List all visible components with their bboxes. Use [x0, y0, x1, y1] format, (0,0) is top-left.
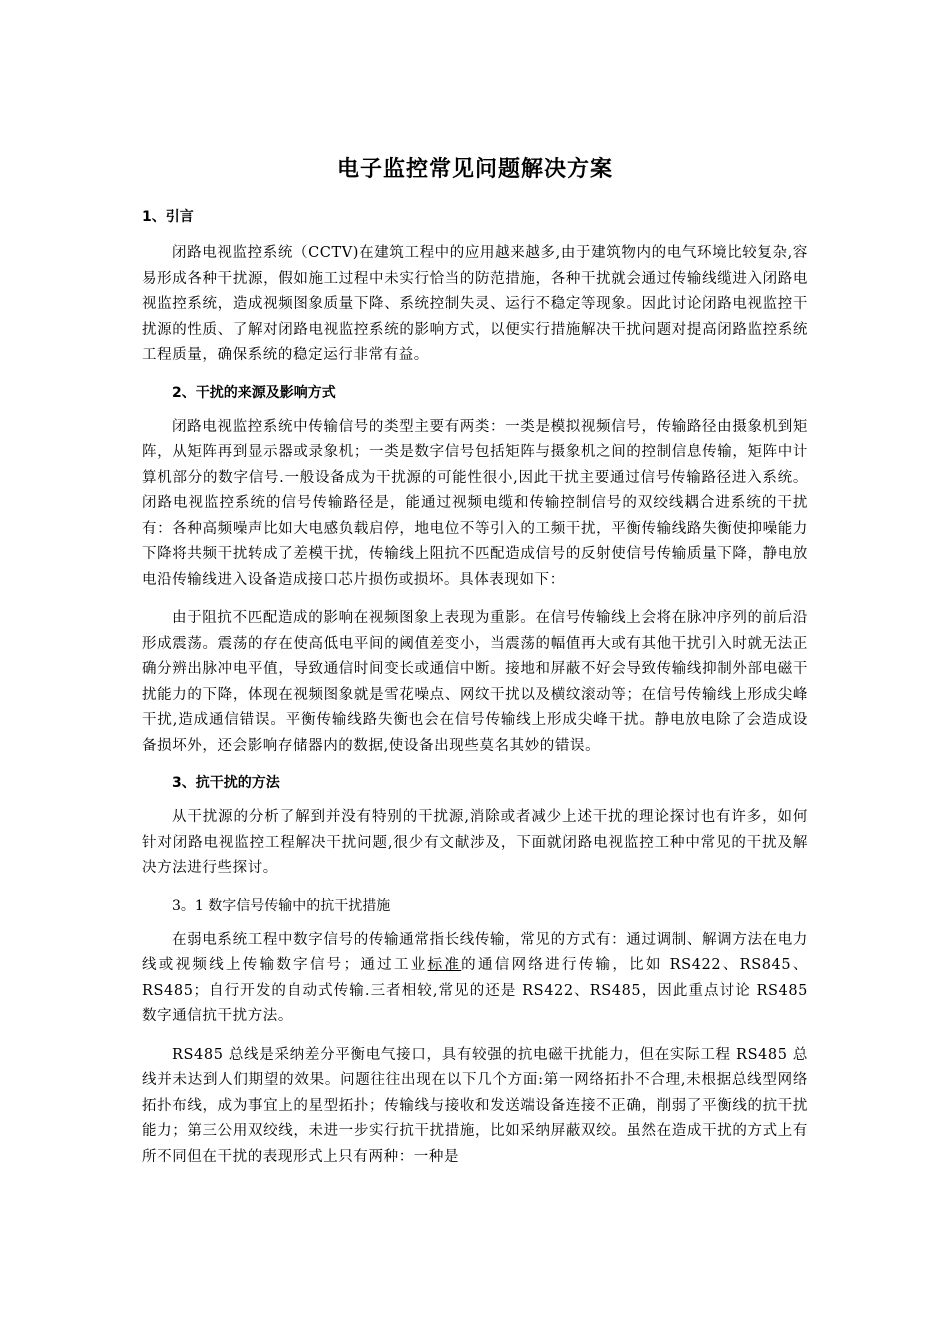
- paragraph-signal-types: 闭路电视监控系统中传输信号的类型主要有两类：一类是模拟视频信号，传输路径由摄象机到矩阵，从矩阵再到显示器或录象机；一类是数字信号包括矩阵与摄象机之间的控制信息传输，矩阵中计算机部分的数字信号.一般设备成为干扰源的可能性很小,因此干扰主要通过信号传输路径进入系统。闭路电视监控系统的信号传输路径是，能通过视频电缆和传输控制信号的双绞线耦合进系统的干扰有：各种高频噪声比如大电感负载启停，地电位不等引入的工频干扰，平衡传输线路失衡使抑噪能力下降将共频干扰转成了差模干扰，传输线上阻抗不匹配造成信号的反射使信号传输质量下降，静电放电沿传输线进入设备造成接口芯片损伤或损坏。具体表现如下：: [142, 418, 808, 588]
- paragraph-text: 的通信网络进行传输，比如 RS422、RS845、RS485；自行开发的自动式传输.三者相较,常见的还是 RS422、RS485，因此重点讨论 RS485 数字通信抗干扰方法。: [142, 957, 808, 1024]
- section-heading-interference-sources: 2、干扰的来源及影响方式: [172, 384, 336, 401]
- section-heading-introduction: 1、引言: [142, 209, 194, 225]
- paragraph-introduction: 闭路电视监控系统（CCTV)在建筑工程中的应用越来越多,由于建筑物内的电气环境比较复杂,容易形成各种干扰源，假如施工过程中未实行恰当的防范措施，各种干扰就会通过传输线缆进入闭路电视监控系统，造成视频图象质量下降、系统控制失灵、运行不稳定等现象。因此讨论闭路电视监控干扰源的性质、了解对闭路电视监控系统的影响方式，以便实行措施解决干扰问题对提高闭路监控系统工程质量，确保系统的稳定运行非常有益。: [142, 245, 808, 363]
- paragraph-text: 在弱电系统工程中数字信号的传输通常指长线传输，常见的方式有：通过调制、解调方法在电力线或视频线上传输数字信号；通过工业: [142, 931, 808, 973]
- standard-link[interactable]: 标准: [427, 957, 462, 973]
- paragraph-digital-transmission: [142, 928, 808, 1030]
- document-body: [142, 150, 808, 1183]
- paragraph-anti-interference-intro: 从干扰源的分析了解到并没有特别的干扰源,消除或者减少上述干扰的理论探讨也有许多，如何针对闭路电视监控工程解决干扰问题,很少有文献涉及，下面就闭路电视监控工种中常见的干扰及解决方法进行些探讨。: [142, 809, 808, 876]
- paragraph-rs485-bus: RS485 总线是采纳差分平衡电气接口，具有较强的抗电磁干扰能力，但在实际工程 RS485 总线并未达到人们期望的效果。问题往往出现在以下几个方面:第一网络拓扑不合理,未根据总线型网络拓扑布线，成为事宜上的星型拓扑；传输线与接收和发送端设备连接不正确，削弱了平衡线的抗干扰能力；第三公用双绞线，未进一步实行抗干扰措施，比如采纳屏蔽双绞。虽然在造成干扰的方式上有所不同但在干扰的表现形式上只有两种：一种是: [142, 1046, 808, 1165]
- paragraph-interference-effects: 由于阻抗不匹配造成的影响在视频图象上表现为重影。在信号传输线上会将在脉冲序列的前后沿形成震荡。震荡的存在使高低电平间的阈值差变小，当震荡的幅值再大或有其他干扰引入时就无法正确分辨出脉冲电平值，导致通信时间变长或通信中断。接地和屏蔽不好会导致传输线抑制外部电磁干扰能力的下降，体现在视频图象就是雪花噪点、网纹干扰以及横纹滚动等；在信号传输线上形成尖峰干扰,造成通信错误。平衡传输线路失衡也会在信号传输线上形成尖峰干扰。静电放电除了会造成设备损坏外，还会影响存储器内的数据,使设备出现些莫名其妙的错误。: [142, 610, 808, 754]
- section-heading-anti-interference: 3、抗干扰的方法: [172, 775, 280, 791]
- subsection-heading-digital-signal: 3。1 数字信号传输中的抗干扰措施: [172, 897, 391, 914]
- document-title: 电子监控常见问题解决方案: [336, 157, 613, 182]
